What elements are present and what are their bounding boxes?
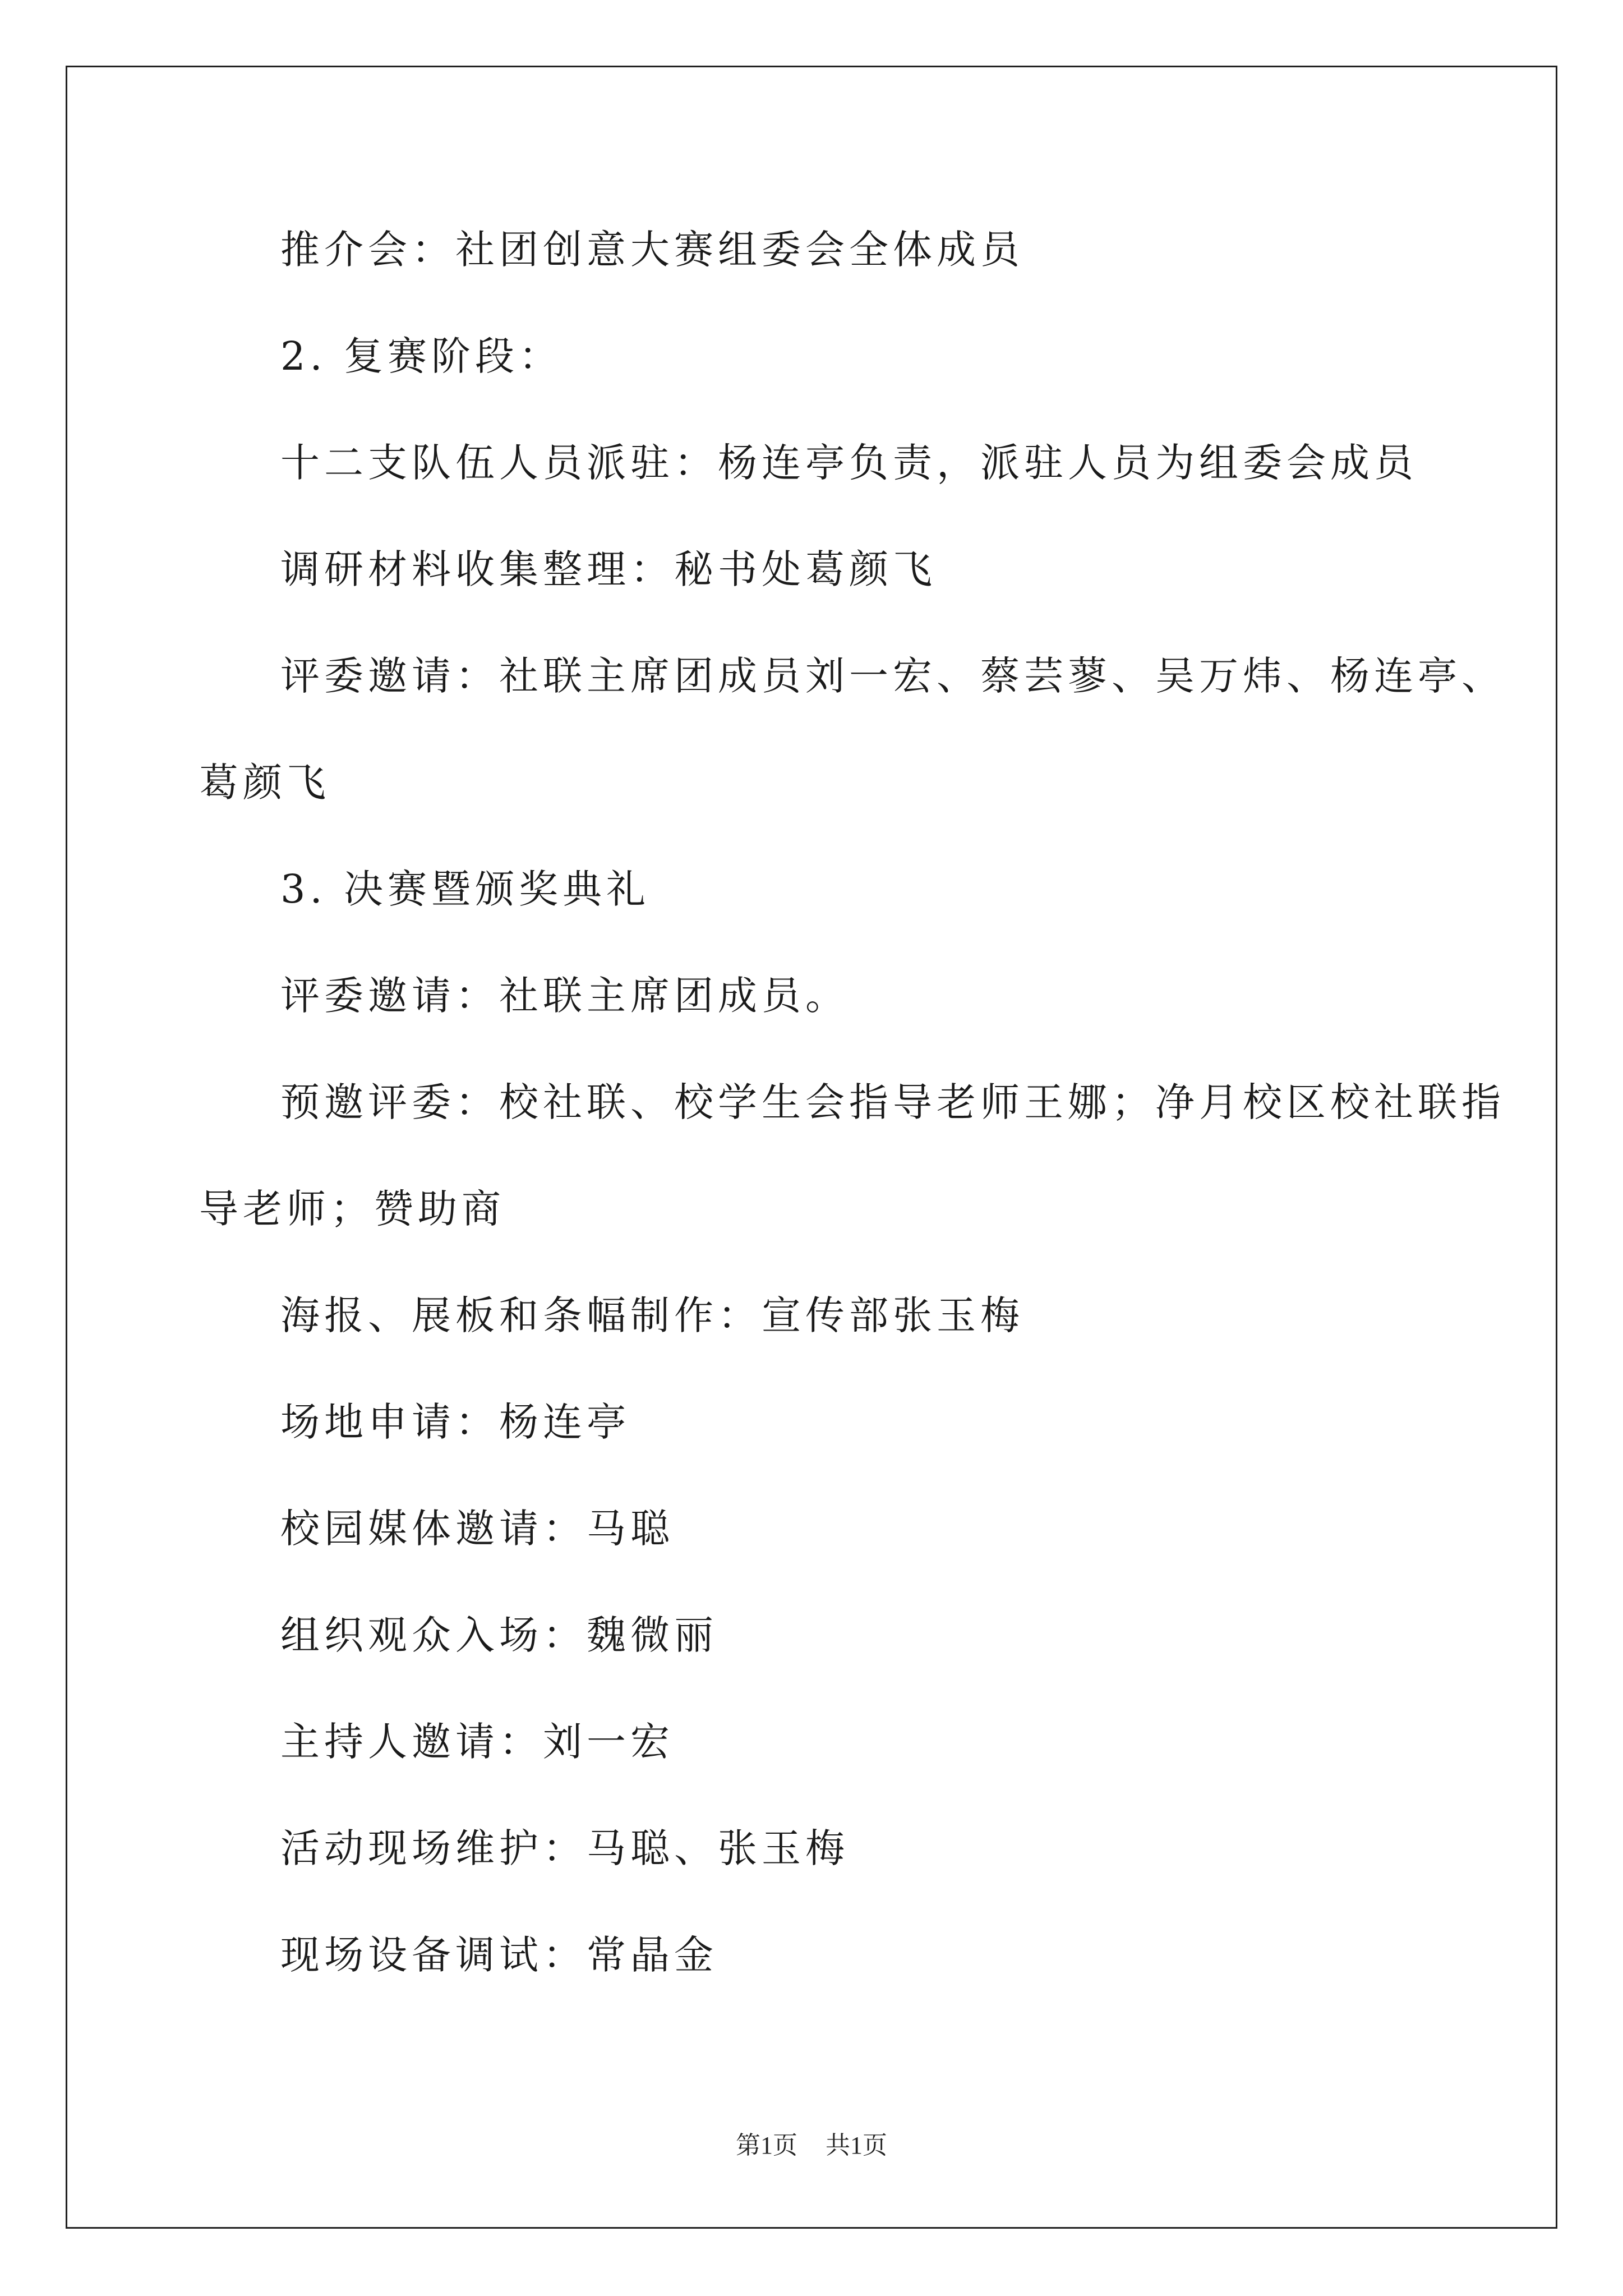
page-footer [0, 2129, 1623, 2162]
section-heading: 2. 复赛阶段： [280, 333, 563, 379]
text-line: 评委邀请：社联主席团成员。 [280, 973, 849, 1019]
text-line: 预邀评委：校社联、校学生会指导老师王娜；净月校区校社联指 [280, 1079, 1505, 1125]
text-line: 主持人邀请：刘一宏 [280, 1719, 674, 1765]
text-line: 葛颜飞 [199, 760, 330, 806]
text-line: 导老师；赞助商 [199, 1186, 505, 1232]
text-line: 现场设备调试：常晶金 [280, 1932, 718, 1978]
text-line: 场地申请：杨连亭 [280, 1399, 630, 1445]
text-line: 校园媒体邀请：马聪 [280, 1506, 674, 1552]
text-line: 调研材料收集整理：秘书处葛颜飞 [280, 546, 937, 592]
text-line: 海报、展板和条幅制作：宣传部张玉梅 [280, 1292, 1024, 1338]
text-line: 十二支队伍人员派驻：杨连亭负责，派驻人员为组委会成员 [280, 440, 1418, 486]
page-total: 共1页 [826, 2132, 887, 2159]
text-line: 评委邀请：社联主席团成员刘一宏、蔡芸蓼、吴万炜、杨连亭、 [280, 653, 1505, 699]
text-line: 活动现场维护：马聪、张玉梅 [280, 1825, 849, 1871]
page-number: 第1页 [736, 2132, 797, 2159]
text-line: 组织观众入场：魏微丽 [280, 1612, 718, 1658]
section-heading: 3. 决赛暨颁奖典礼 [280, 866, 651, 912]
text-line: 推介会：社团创意大赛组委会全体成员 [280, 227, 1024, 273]
page-border [66, 66, 1557, 2229]
